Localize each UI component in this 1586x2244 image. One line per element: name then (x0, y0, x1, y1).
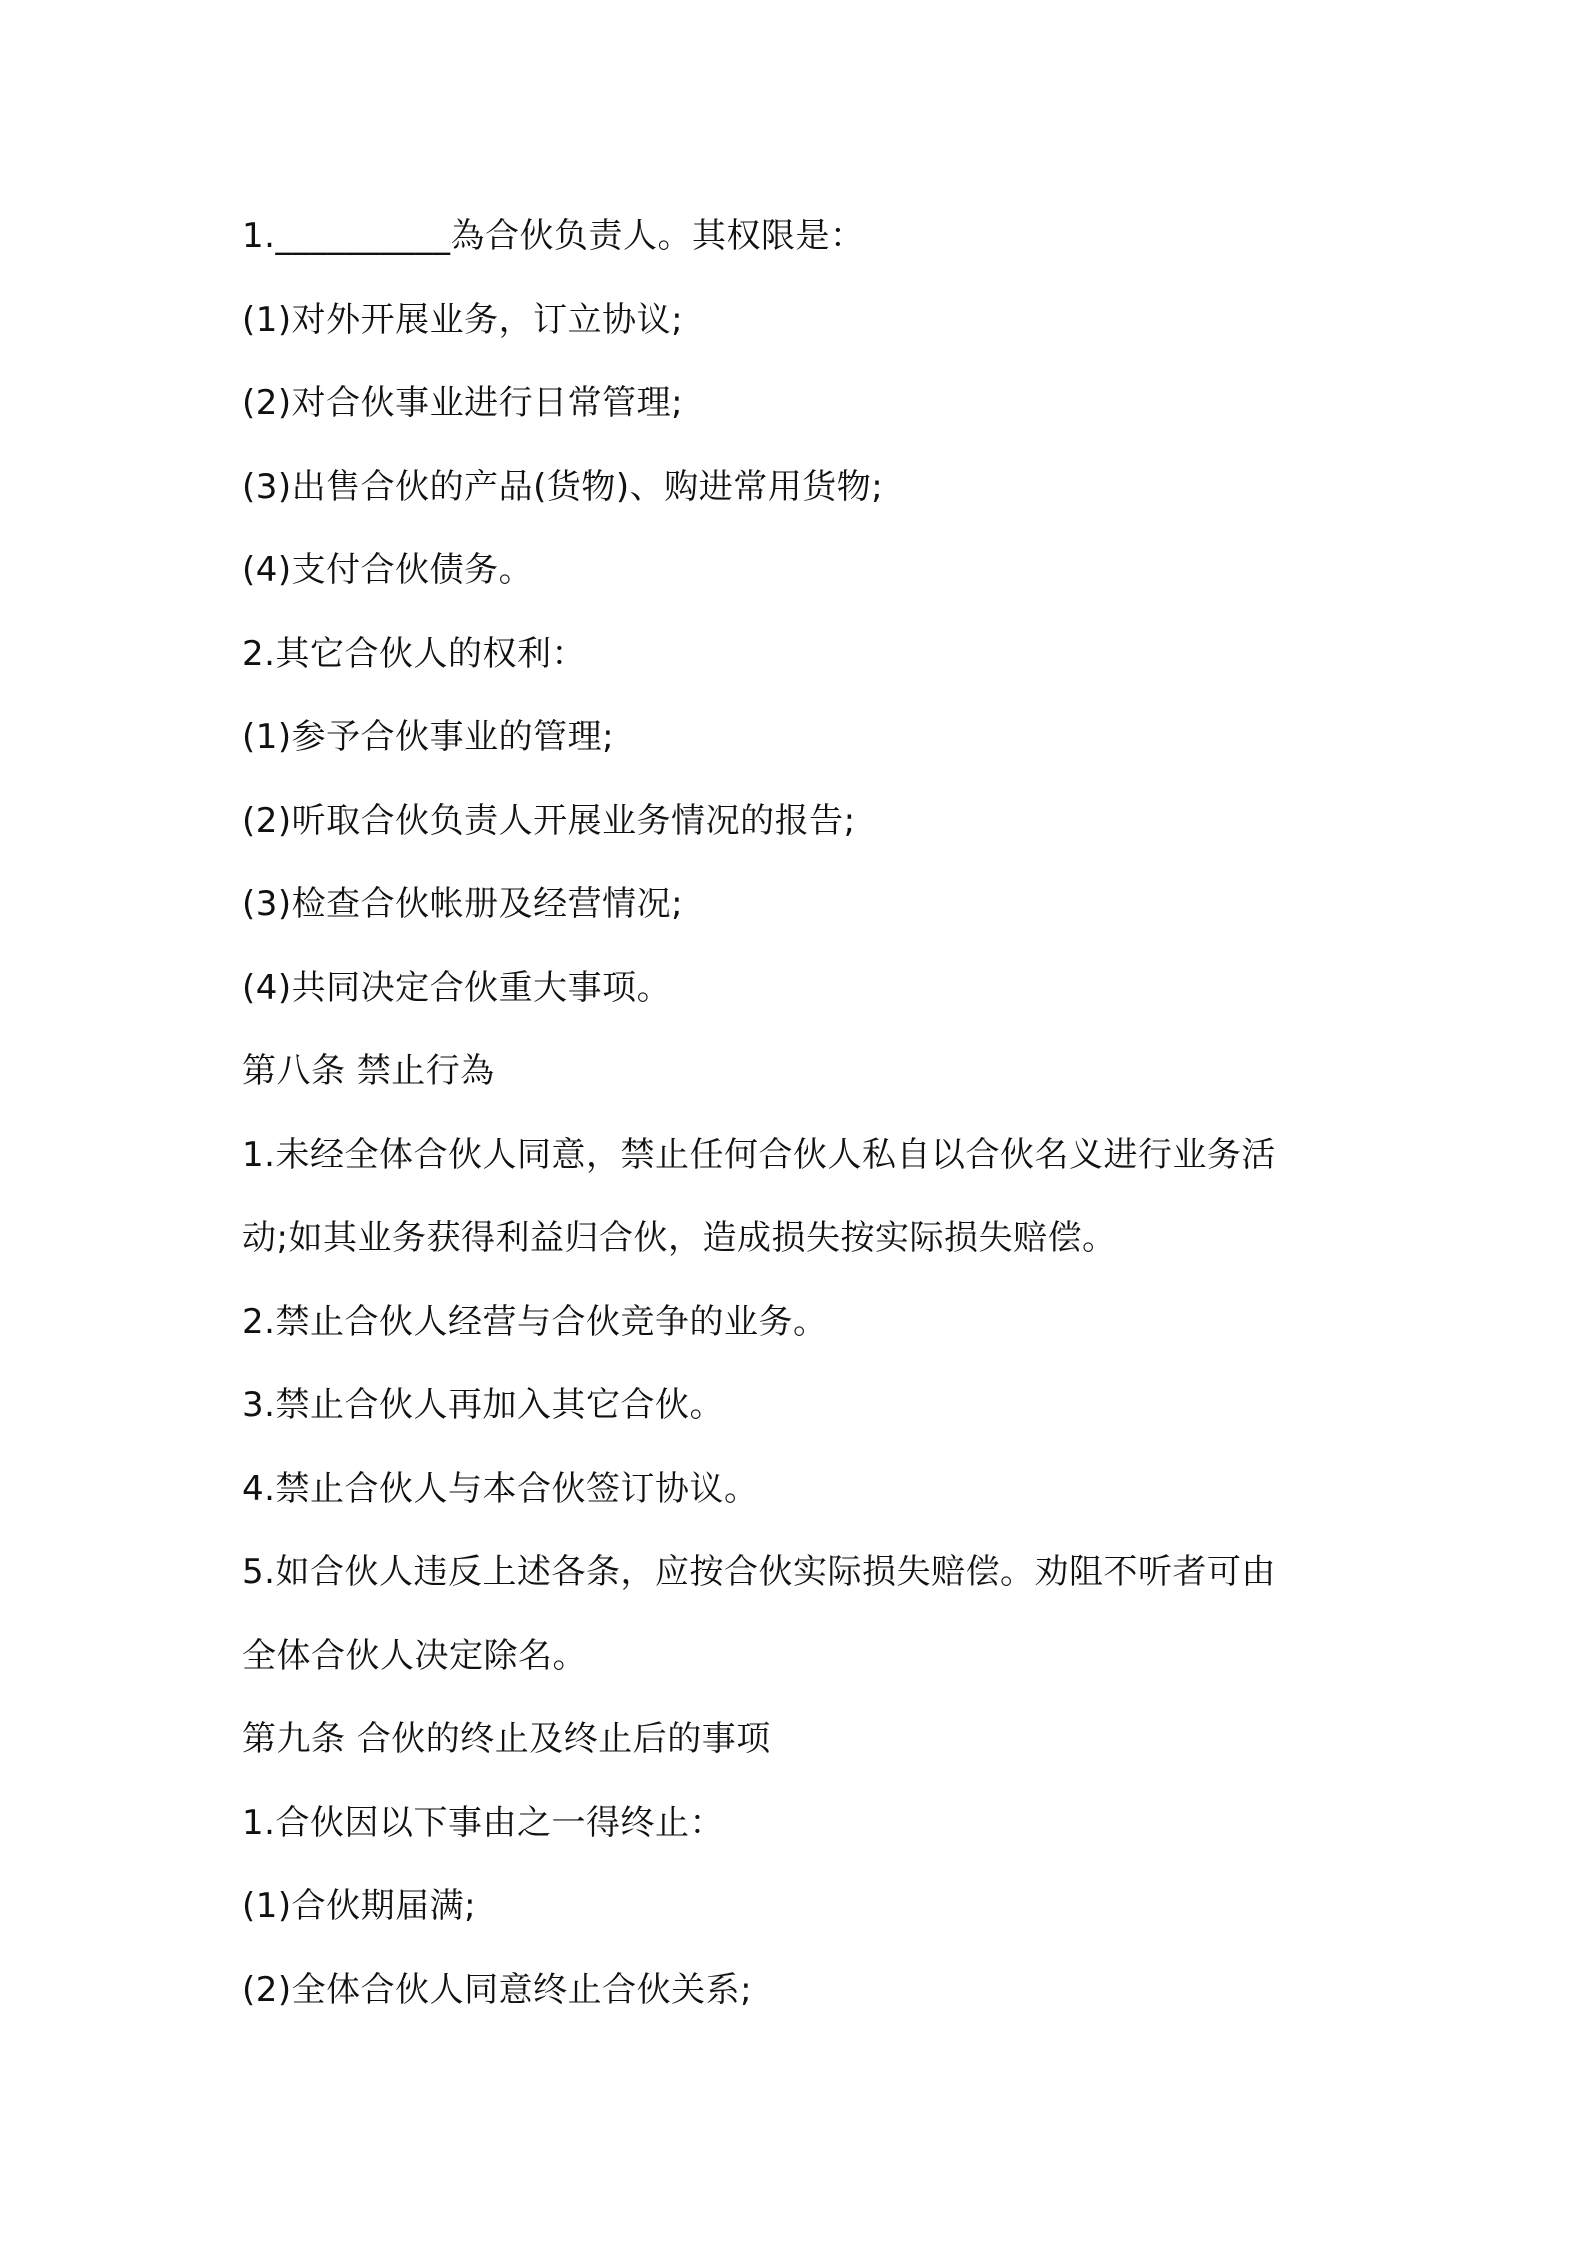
text-line: 3.禁止合伙人再加入其它合伙。 (242, 1385, 724, 1425)
text-line: (1)合伙期届满; (242, 1886, 477, 1926)
text-line: 4.禁止合伙人与本合伙签订协议。 (242, 1468, 759, 1509)
text-line: 2.其它合伙人的权利： (242, 633, 586, 674)
text-line: 动;如其业务获得利益归合伙，造成损失按实际损失赔偿。 (242, 1218, 1117, 1258)
text-line: 全体合伙人决定除名。 (242, 1635, 587, 1676)
text-line: (2)对合伙事业进行日常管理; (242, 383, 684, 423)
text-line: 5.如合伙人违反上述各条，应按合伙实际损失赔偿。劝阻不听者可由 (242, 1552, 1276, 1592)
text-line: 2.禁止合伙人经营与合伙竞争的业务。 (242, 1301, 828, 1342)
text-line: (1)参予合伙事业的管理; (242, 717, 615, 757)
text-line: (2)全体合伙人同意终止合伙关系; (242, 1969, 753, 2010)
text-line: (4)共同决定合伙重大事项。 (242, 967, 672, 1008)
text-line: (2)听取合伙负责人开展业务情况的报告; (242, 800, 856, 841)
text-line: (3)出售合伙的产品(货物)、购进常用货物; (242, 466, 884, 507)
text-line: 1.未经全体合伙人同意，禁止任何合伙人私自以合伙名义进行业务活 (242, 1134, 1276, 1175)
document-body (242, 195, 1362, 2032)
text-line: 1.合伙因以下事由之一得终止： (242, 1802, 724, 1843)
section-heading: 第九条 合伙的终止及终止后的事项 (242, 1719, 771, 1759)
text-line: (3)检查合伙帐册及经营情况; (242, 884, 684, 924)
section-heading: 第八条 禁止行為 (242, 1051, 495, 1091)
text-line: 1.__________為合伙负责人。其权限是： (242, 216, 865, 256)
text-line: (4)支付合伙债务。 (242, 550, 534, 590)
text-line: (1)对外开展业务，订立协议; (242, 299, 684, 340)
